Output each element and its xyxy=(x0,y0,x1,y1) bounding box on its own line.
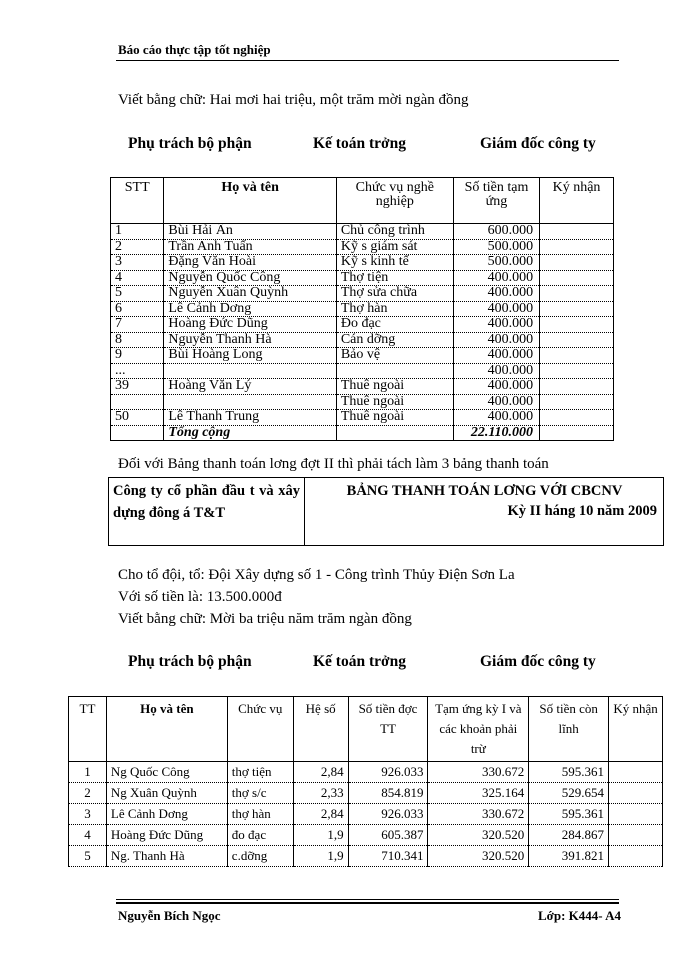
payroll-table-body xyxy=(69,762,663,867)
row-amount: 500.000 xyxy=(453,239,539,255)
row-amount: 400.000 xyxy=(453,317,539,333)
row-name: Nguyễn Xuân Quỳnh xyxy=(164,286,336,302)
footer-author: Nguyễn Bích Ngọc xyxy=(118,908,221,923)
col-fullname: Họ và tên xyxy=(106,697,227,762)
row-tt: 2 xyxy=(69,783,107,804)
row-name: Bùi Hoàng Long xyxy=(164,348,336,364)
row-role: thợ hàn xyxy=(227,804,293,825)
col-advance: Tạm ứng kỳ I và các khoản phải trừ xyxy=(428,697,529,762)
row-remaining: 284.867 xyxy=(529,825,609,846)
row-stt: 2 xyxy=(111,239,164,255)
payroll-title: BẢNG THANH TOÁN LƠNG VỚI CBCNV xyxy=(346,483,623,499)
row-advance: 330.672 xyxy=(428,762,529,783)
row-stt: 50 xyxy=(111,410,164,426)
table-row xyxy=(69,783,663,804)
company-name: Công ty cổ phần đầu t và xây dựng đông á T&T xyxy=(109,478,305,545)
row-tt: 3 xyxy=(69,804,107,825)
payroll-period: Kỳ II háng 10 năm 2009 xyxy=(507,503,657,519)
row-sign xyxy=(540,301,614,317)
sign-accountant-label-2: Kế toán trởng xyxy=(313,653,406,670)
row-stt: 6 xyxy=(111,301,164,317)
row-coefficient: 1,9 xyxy=(293,846,348,867)
row-coefficient: 1,9 xyxy=(293,825,348,846)
payroll-table xyxy=(68,696,663,867)
split-note: Đối với Bảng thanh toán lơng đợt II thì phải tách làm 3 bảng thanh toán xyxy=(118,456,549,472)
col-sign: Ký nhận xyxy=(540,178,614,224)
table-row xyxy=(69,762,663,783)
row-position: Thợ hàn xyxy=(336,301,453,317)
col-role: Chức vụ xyxy=(227,697,293,762)
row-remaining: 595.361 xyxy=(529,804,609,825)
row-amount: 400.000 xyxy=(453,286,539,302)
table-row xyxy=(111,348,614,364)
table-row xyxy=(111,394,614,410)
row-position: Bảo vệ xyxy=(336,348,453,364)
advance-table-body xyxy=(111,224,614,426)
col-paid-amount: Số tiền đợc TT xyxy=(348,697,428,762)
row-position: Thợ sửa chữa xyxy=(336,286,453,302)
row-name: Nguyễn Thanh Hà xyxy=(164,332,336,348)
row-amount: 400.000 xyxy=(453,379,539,395)
row-advance: 320.520 xyxy=(428,825,529,846)
row-coefficient: 2,84 xyxy=(293,762,348,783)
table-row xyxy=(111,255,614,271)
row-sign xyxy=(540,379,614,395)
row-paid-amount: 710.341 xyxy=(348,846,428,867)
row-role: thợ s/c xyxy=(227,783,293,804)
row-name: Hoàng Văn Lý xyxy=(164,379,336,395)
row-fullname: Lê Cảnh Dơng xyxy=(106,804,227,825)
table-row xyxy=(69,846,663,867)
row-name: Trần Anh Tuấn xyxy=(164,239,336,255)
row-amount: 400.000 xyxy=(453,332,539,348)
table-row xyxy=(111,224,614,240)
row-paid-amount: 854.819 xyxy=(348,783,428,804)
total-amount: 22.110.000 xyxy=(453,425,539,441)
row-amount: 400.000 xyxy=(453,363,539,379)
row-remaining: 529.654 xyxy=(529,783,609,804)
row-sign xyxy=(540,317,614,333)
row-advance: 330.672 xyxy=(428,804,529,825)
row-sign xyxy=(540,239,614,255)
page-header-title: Báo cáo thực tập tốt nghiệp xyxy=(118,42,271,57)
sign-dept-label-2: Phụ trách bộ phận xyxy=(128,653,252,670)
col-coefficient: Hệ số xyxy=(293,697,348,762)
row-sign xyxy=(540,224,614,240)
row-fullname: Ng. Thanh Hà xyxy=(106,846,227,867)
row-fullname: Ng Quốc Công xyxy=(106,762,227,783)
footer-rule-thin xyxy=(116,899,619,900)
row-amount: 400.000 xyxy=(453,270,539,286)
row-name: Nguyễn Quốc Công xyxy=(164,270,336,286)
total-label: Tổng cộng xyxy=(164,425,336,441)
row-signature xyxy=(609,804,663,825)
table-row xyxy=(111,286,614,302)
sign-accountant-label: Kế toán trởng xyxy=(313,135,406,152)
row-stt: 8 xyxy=(111,332,164,348)
row-fullname: Hoàng Đức Dũng xyxy=(106,825,227,846)
col-stt: STT xyxy=(111,178,164,224)
row-role: đo đạc xyxy=(227,825,293,846)
row-sign xyxy=(540,270,614,286)
row-position: Thuê ngoài xyxy=(336,394,453,410)
row-role: c.dỡng xyxy=(227,846,293,867)
row-coefficient: 2,84 xyxy=(293,804,348,825)
row-position: Thuê ngoài xyxy=(336,410,453,426)
row-amount: 400.000 xyxy=(453,301,539,317)
row-role: thợ tiện xyxy=(227,762,293,783)
row-advance: 325.164 xyxy=(428,783,529,804)
table-row xyxy=(111,270,614,286)
row-amount: 500.000 xyxy=(453,255,539,271)
row-sign xyxy=(540,255,614,271)
col-remaining: Số tiền còn lĩnh xyxy=(529,697,609,762)
row-position: Kỹ s kinh tế xyxy=(336,255,453,271)
col-position: Chức vụ nghề nghiệp xyxy=(336,178,453,224)
row-advance: 320.520 xyxy=(428,846,529,867)
row-stt: 4 xyxy=(111,270,164,286)
advance-payment-table xyxy=(110,177,614,441)
team-line: Cho tổ đội, tổ: Đội Xây dựng số 1 - Công trình Thủy Điện Sơn La xyxy=(118,567,515,583)
row-position: Cán dỡng xyxy=(336,332,453,348)
row-signature xyxy=(609,825,663,846)
row-name: Đặng Văn Hoài xyxy=(164,255,336,271)
row-stt: 9 xyxy=(111,348,164,364)
footer-rule-thick xyxy=(116,902,619,904)
col-signature: Ký nhận xyxy=(609,697,663,762)
total-amount-line: Với số tiền là: 13.500.000đ xyxy=(118,589,282,605)
row-sign xyxy=(540,348,614,364)
table-row xyxy=(69,804,663,825)
row-coefficient: 2,33 xyxy=(293,783,348,804)
row-name: Bùi Hải Ân xyxy=(164,224,336,240)
row-amount: 400.000 xyxy=(453,394,539,410)
row-name xyxy=(164,394,336,410)
row-fullname: Ng Xuân Quỳnh xyxy=(106,783,227,804)
row-position: Đo đạc xyxy=(336,317,453,333)
row-sign xyxy=(540,410,614,426)
row-sign xyxy=(540,332,614,348)
table-row xyxy=(111,410,614,426)
row-amount: 400.000 xyxy=(453,410,539,426)
row-tt: 1 xyxy=(69,762,107,783)
row-sign xyxy=(540,286,614,302)
row-paid-amount: 926.033 xyxy=(348,804,428,825)
row-stt: 39 xyxy=(111,379,164,395)
table-row xyxy=(111,332,614,348)
row-position: Thợ tiện xyxy=(336,270,453,286)
row-stt xyxy=(111,394,164,410)
row-stt: 5 xyxy=(111,286,164,302)
row-position: Chủ công trình xyxy=(336,224,453,240)
row-remaining: 391.821 xyxy=(529,846,609,867)
row-name xyxy=(164,363,336,379)
row-amount: 600.000 xyxy=(453,224,539,240)
row-position: Thuê ngoài xyxy=(336,379,453,395)
sign-director-label-2: Giám đốc công ty xyxy=(480,653,596,670)
row-paid-amount: 926.033 xyxy=(348,762,428,783)
col-amount: Số tiền tạm ứng xyxy=(453,178,539,224)
amount-in-words-2: Viết bằng chữ: Mời ba triệu năm trăm ngàn đồng xyxy=(118,611,412,627)
table-row xyxy=(111,239,614,255)
table-row xyxy=(111,379,614,395)
row-remaining: 595.361 xyxy=(529,762,609,783)
header-rule xyxy=(116,60,619,61)
row-tt: 5 xyxy=(69,846,107,867)
row-sign xyxy=(540,394,614,410)
row-sign xyxy=(540,363,614,379)
sign-director-label: Giám đốc công ty xyxy=(480,135,596,152)
row-stt: 7 xyxy=(111,317,164,333)
row-signature xyxy=(609,762,663,783)
row-paid-amount: 605.387 xyxy=(348,825,428,846)
table-total-row xyxy=(111,425,614,441)
col-tt: TT xyxy=(69,697,107,762)
row-name: Lê Thanh Trung xyxy=(164,410,336,426)
payroll-title-block xyxy=(306,478,663,545)
amount-in-words: Viết bằng chữ: Hai mơi hai triệu, một trăm mời ngàn đồng xyxy=(118,92,469,108)
table-row xyxy=(111,301,614,317)
row-stt: 3 xyxy=(111,255,164,271)
row-position: Kỹ s giám sát xyxy=(336,239,453,255)
footer-class: Lớp: K444- A4 xyxy=(538,908,622,923)
table-row xyxy=(69,825,663,846)
row-name: Hoàng Đức Dũng xyxy=(164,317,336,333)
sign-dept-label: Phụ trách bộ phận xyxy=(128,135,252,152)
row-stt: 1 xyxy=(111,224,164,240)
row-amount: 400.000 xyxy=(453,348,539,364)
row-position xyxy=(336,363,453,379)
row-signature xyxy=(609,783,663,804)
table-row xyxy=(111,317,614,333)
payroll-title-box xyxy=(108,477,664,546)
col-name: Họ và tên xyxy=(164,178,336,224)
row-signature xyxy=(609,846,663,867)
row-tt: 4 xyxy=(69,825,107,846)
table-row xyxy=(111,363,614,379)
row-name: Lê Cảnh Dơng xyxy=(164,301,336,317)
row-stt: ... xyxy=(111,363,164,379)
